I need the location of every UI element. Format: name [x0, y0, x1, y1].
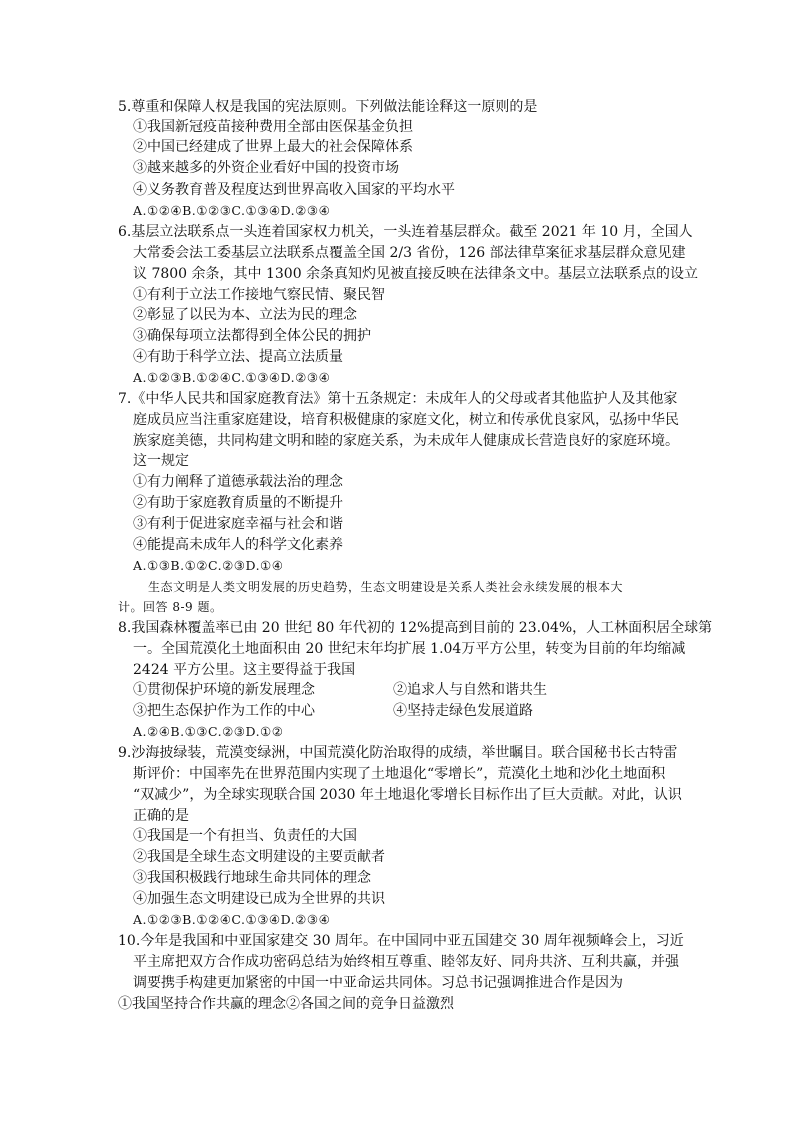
q6-stem-line-3: 议 7800 余条，其中 1300 余条真知灼见被直接反映在法律条文中。基层立法联系点的设立: [133, 266, 699, 282]
q7-stem-line-4: 这一规定: [133, 453, 189, 469]
q8-choices: A.②④B.①③C.②③D.①②: [133, 724, 284, 739]
q8-option-4: ④坚持走绿色发展道路: [393, 703, 533, 719]
q5-option-4: ④义务教育普及程度达到世界高收入国家的平均水平: [133, 182, 455, 198]
q9-option-1: ①我国是一个有担当、负责任的大国: [133, 828, 357, 844]
q7-option-3: ③有利于促进家庭幸福与社会和谐: [133, 516, 343, 532]
q9-option-4: ④加强生态文明建设已成为全世界的共识: [133, 891, 385, 907]
q7-option-1: ①有力阐释了道德承载法治的理念: [133, 474, 343, 490]
q7-stem-line-2: 庭成员应当注重家庭建设，培育积极健康的家庭文化，树立和传承优良家风，弘扬中华民: [133, 412, 679, 428]
q9-option-3: ③我国积极践行地球生命共同体的理念: [133, 870, 371, 886]
q9-stem-line-2: 斯评价：中国率先在世界范围内实现了土地退化“零增长”，荒漠化土地和沙化土地面积: [133, 766, 666, 782]
passage-line-1: 生态文明是人类文明发展的历史趋势，生态文明建设是关系人类社会永续发展的根本大: [148, 580, 624, 594]
q9-choices: A.①②③B.①②④C.①③④D.②③④: [133, 912, 331, 927]
q7-choices: A.①③B.①②C.②③D.①④: [133, 558, 284, 573]
q8-stem-line-1: 8.我国森林覆盖率已由 20 世纪 80 年代初的 12%提高到目前的 23.04%，人工林面积居全球第: [118, 620, 713, 636]
q6-option-3: ③确保每项立法都得到全体公民的拥护: [133, 328, 371, 344]
q8-option-1: ①贯彻保护环境的新发展理念: [133, 682, 315, 698]
q5-option-2: ②中国已经建成了世界上最大的社会保障体系: [133, 139, 413, 155]
q5-option-1: ①我国新冠疫苗接种费用全部由医保基金负担: [133, 119, 413, 135]
q10-stem-line-1: 10.今年是我国和中亚国家建交 30 周年。在中国同中亚五国建交 30 周年视频峰会上，习近: [118, 933, 684, 949]
q10-stem-line-3: 调要携手构建更加紧密的中国一中亚命运共同体。习总书记强调推进合作是因为: [133, 975, 623, 991]
q7-option-4: ④能提高未成年人的科学文化素养: [133, 537, 343, 553]
q6-choices: A.①②③B.①②④C.①③④D.②③④: [133, 370, 331, 385]
q6-option-2: ②彰显了以民为本、立法为民的理念: [133, 307, 357, 323]
q7-option-2: ②有助于家庭教育质量的不断提升: [133, 495, 343, 511]
q8-stem-line-3: 2424 平方公里。这主要得益于我国: [133, 662, 356, 678]
q8-option-2: ②追求人与自然和谐共生: [393, 682, 547, 698]
q6-option-4: ④有助于科学立法、提高立法质量: [133, 349, 343, 365]
q7-stem-line-3: 族家庭美德，共同构建文明和睦的家庭关系，为未成年人健康成长营造良好的家庭环境。: [133, 433, 679, 449]
q5-choices: A.①②④B.①②③C.①③④D.②③④: [133, 203, 331, 218]
q10-options: ①我国坚持合作共赢的理念②各国之间的竞争日益激烈: [118, 996, 454, 1012]
q5-stem: 5.尊重和保障人权是我国的宪法原则。下列做法能诠释这一原则的是: [118, 99, 538, 115]
q5-option-3: ③越来越多的外资企业看好中国的投资市场: [133, 160, 399, 176]
q8-stem-line-2: 一。全国荒漠化土地面积由 20 世纪末年均扩展 1.04万平方公里，转变为目前的年均缩减: [133, 641, 686, 657]
q7-stem-line-1: 7.《中华人民共和国家庭教育法》第十五条规定：未成年人的父母或者其他监护人及其他家: [118, 391, 678, 407]
q6-option-1: ①有利于立法工作接地气察民情、聚民智: [133, 287, 385, 303]
q6-stem-line-1: 6.基层立法联系点一头连着国家权力机关，一头连着基层群众。截至 2021 年 10 月，全国人: [118, 224, 693, 240]
q9-stem-line-3: “双减少”，为全球实现联合国 2030 年土地退化零增长目标作出了巨大贡献。对此，认识: [133, 787, 682, 803]
q6-stem-line-2: 大常委会法工委基层立法联系点覆盖全国 2/3 省份，126 部法律草案征求基层群众意见建: [133, 245, 686, 261]
q9-stem-line-1: 9.沙海披绿装，荒漠变绿洲，中国荒漠化防治取得的成绩，举世瞩目。联合国秘书长古特雷: [118, 745, 678, 761]
q9-option-2: ②我国是全球生态文明建设的主要贡献者: [133, 849, 385, 865]
q9-stem-line-4: 正确的是: [133, 808, 189, 824]
q10-stem-line-2: 平主席把双方合作成功密码总结为始终相互尊重、睦邻友好、同舟共济、互利共赢，并强: [133, 954, 679, 970]
q8-option-3: ③把生态保护作为工作的中心: [133, 703, 315, 719]
passage-line-2: 计。回答 8-9 题。: [118, 600, 223, 614]
